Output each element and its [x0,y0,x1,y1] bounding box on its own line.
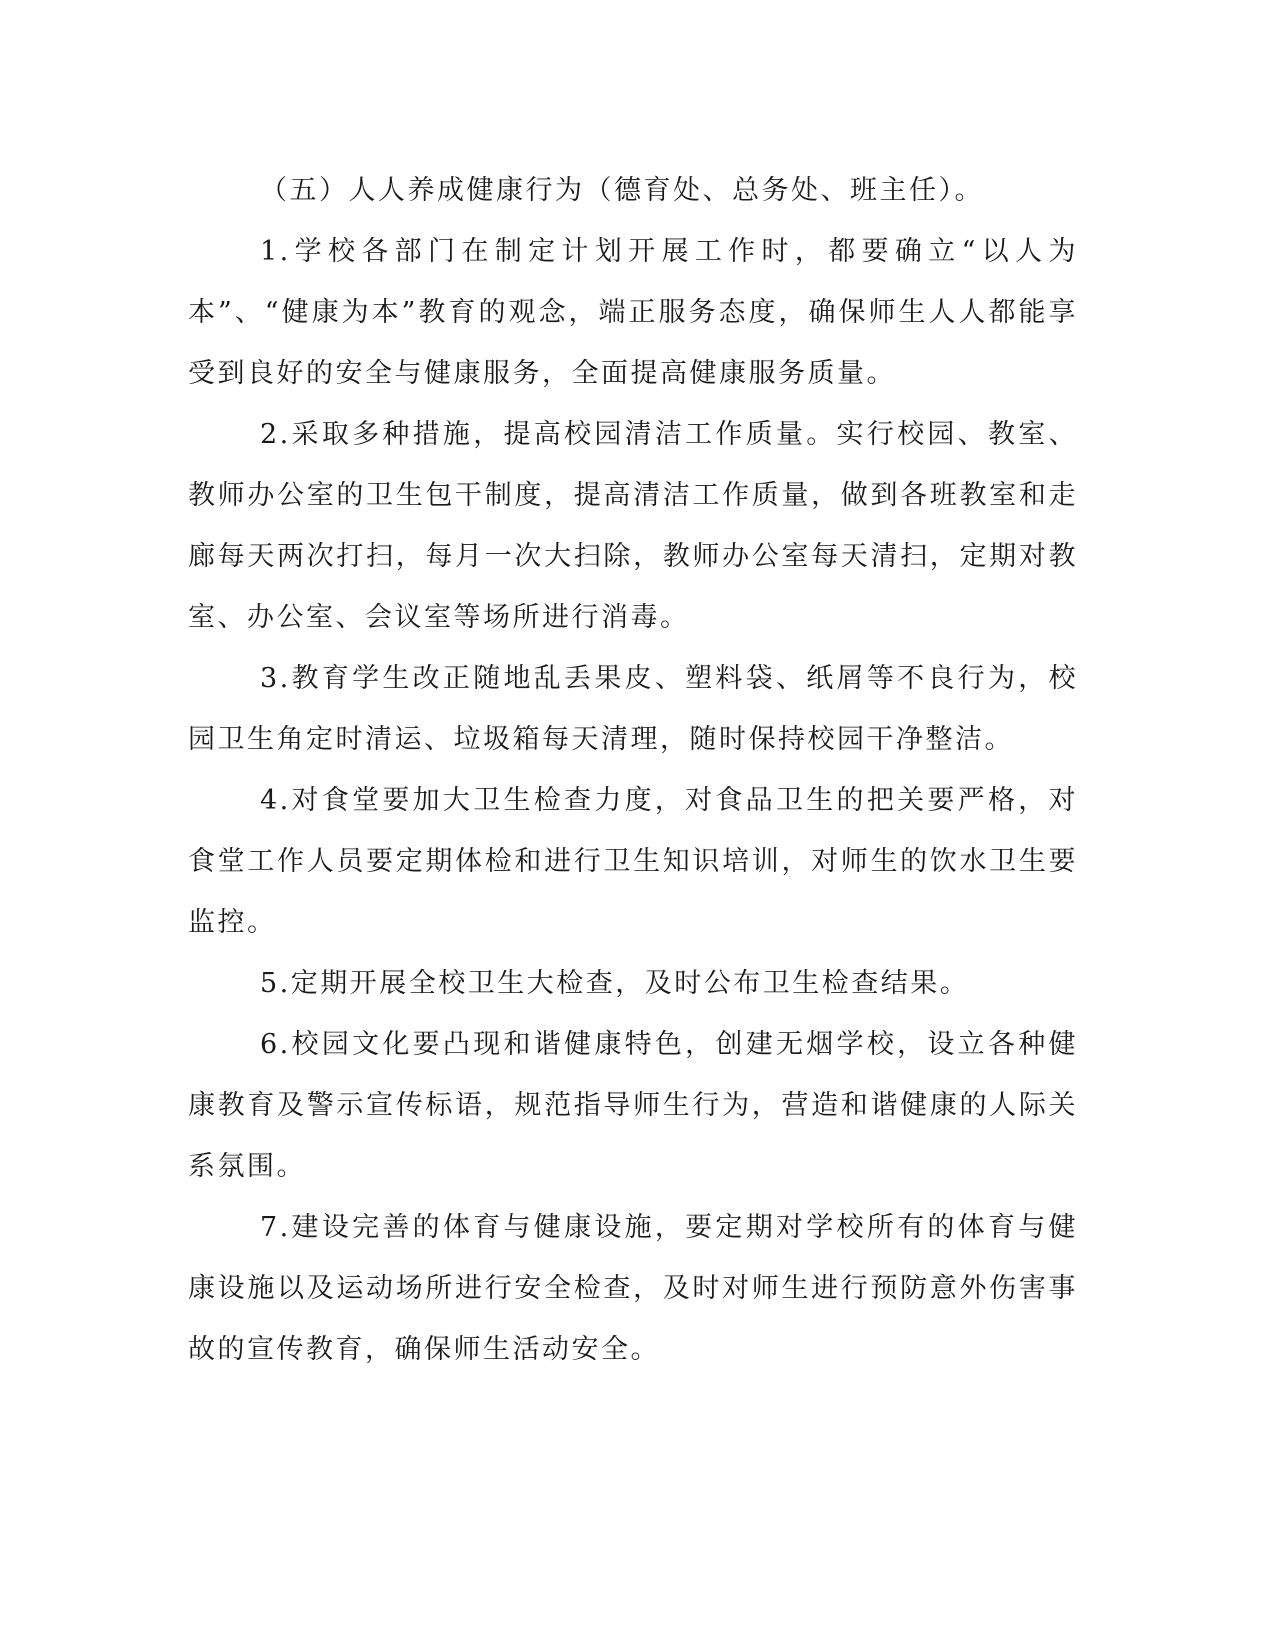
paragraph-7: 7.建设完善的体育与健康设施，要定期对学校所有的体育与健康设施以及运动场所进行安全检查，及时对师生进行预防意外伤害事故的宣传教育，确保师生活动安全。 [188,1212,1078,1365]
document-body [188,160,1078,1380]
section-heading: （五）人人养成健康行为（德育处、总务处、班主任）。 [260,175,984,206]
paragraph-1: 1.学校各部门在制定计划开展工作时，都要确立“以人为本”、“健康为本”教育的观念，端正服务态度，确保师生人人都能享受到良好的安全与健康服务，全面提高健康服务质量。 [188,236,1078,389]
paragraph-2: 2.采取多种措施，提高校园清洁工作质量。实行校园、教室、教师办公室的卫生包干制度，提高清洁工作质量，做到各班教室和走廊每天两次打扫，每月一次大扫除，教师办公室每天清扫，定期对教室、办公室、会议室等场所进行消毒。 [188,419,1078,633]
paragraph-5: 5.定期开展全校卫生大检查，及时公布卫生检查结果。 [260,968,970,999]
paragraph-3: 3.教育学生改正随地乱丢果皮、塑料袋、纸屑等不良行为，校园卫生角定时清运、垃圾箱每天清理，随时保持校园干净整洁。 [188,663,1078,755]
paragraph-6: 6.校园文化要凸现和谐健康特色，创建无烟学校，设立各种健康教育及警示宣传标语，规范指导师生行为，营造和谐健康的人际关系氛围。 [188,1029,1078,1182]
paragraph-4: 4.对食堂要加大卫生检查力度，对食品卫生的把关要严格，对食堂工作人员要定期体检和进行卫生知识培训，对师生的饮水卫生要监控。 [188,785,1078,938]
